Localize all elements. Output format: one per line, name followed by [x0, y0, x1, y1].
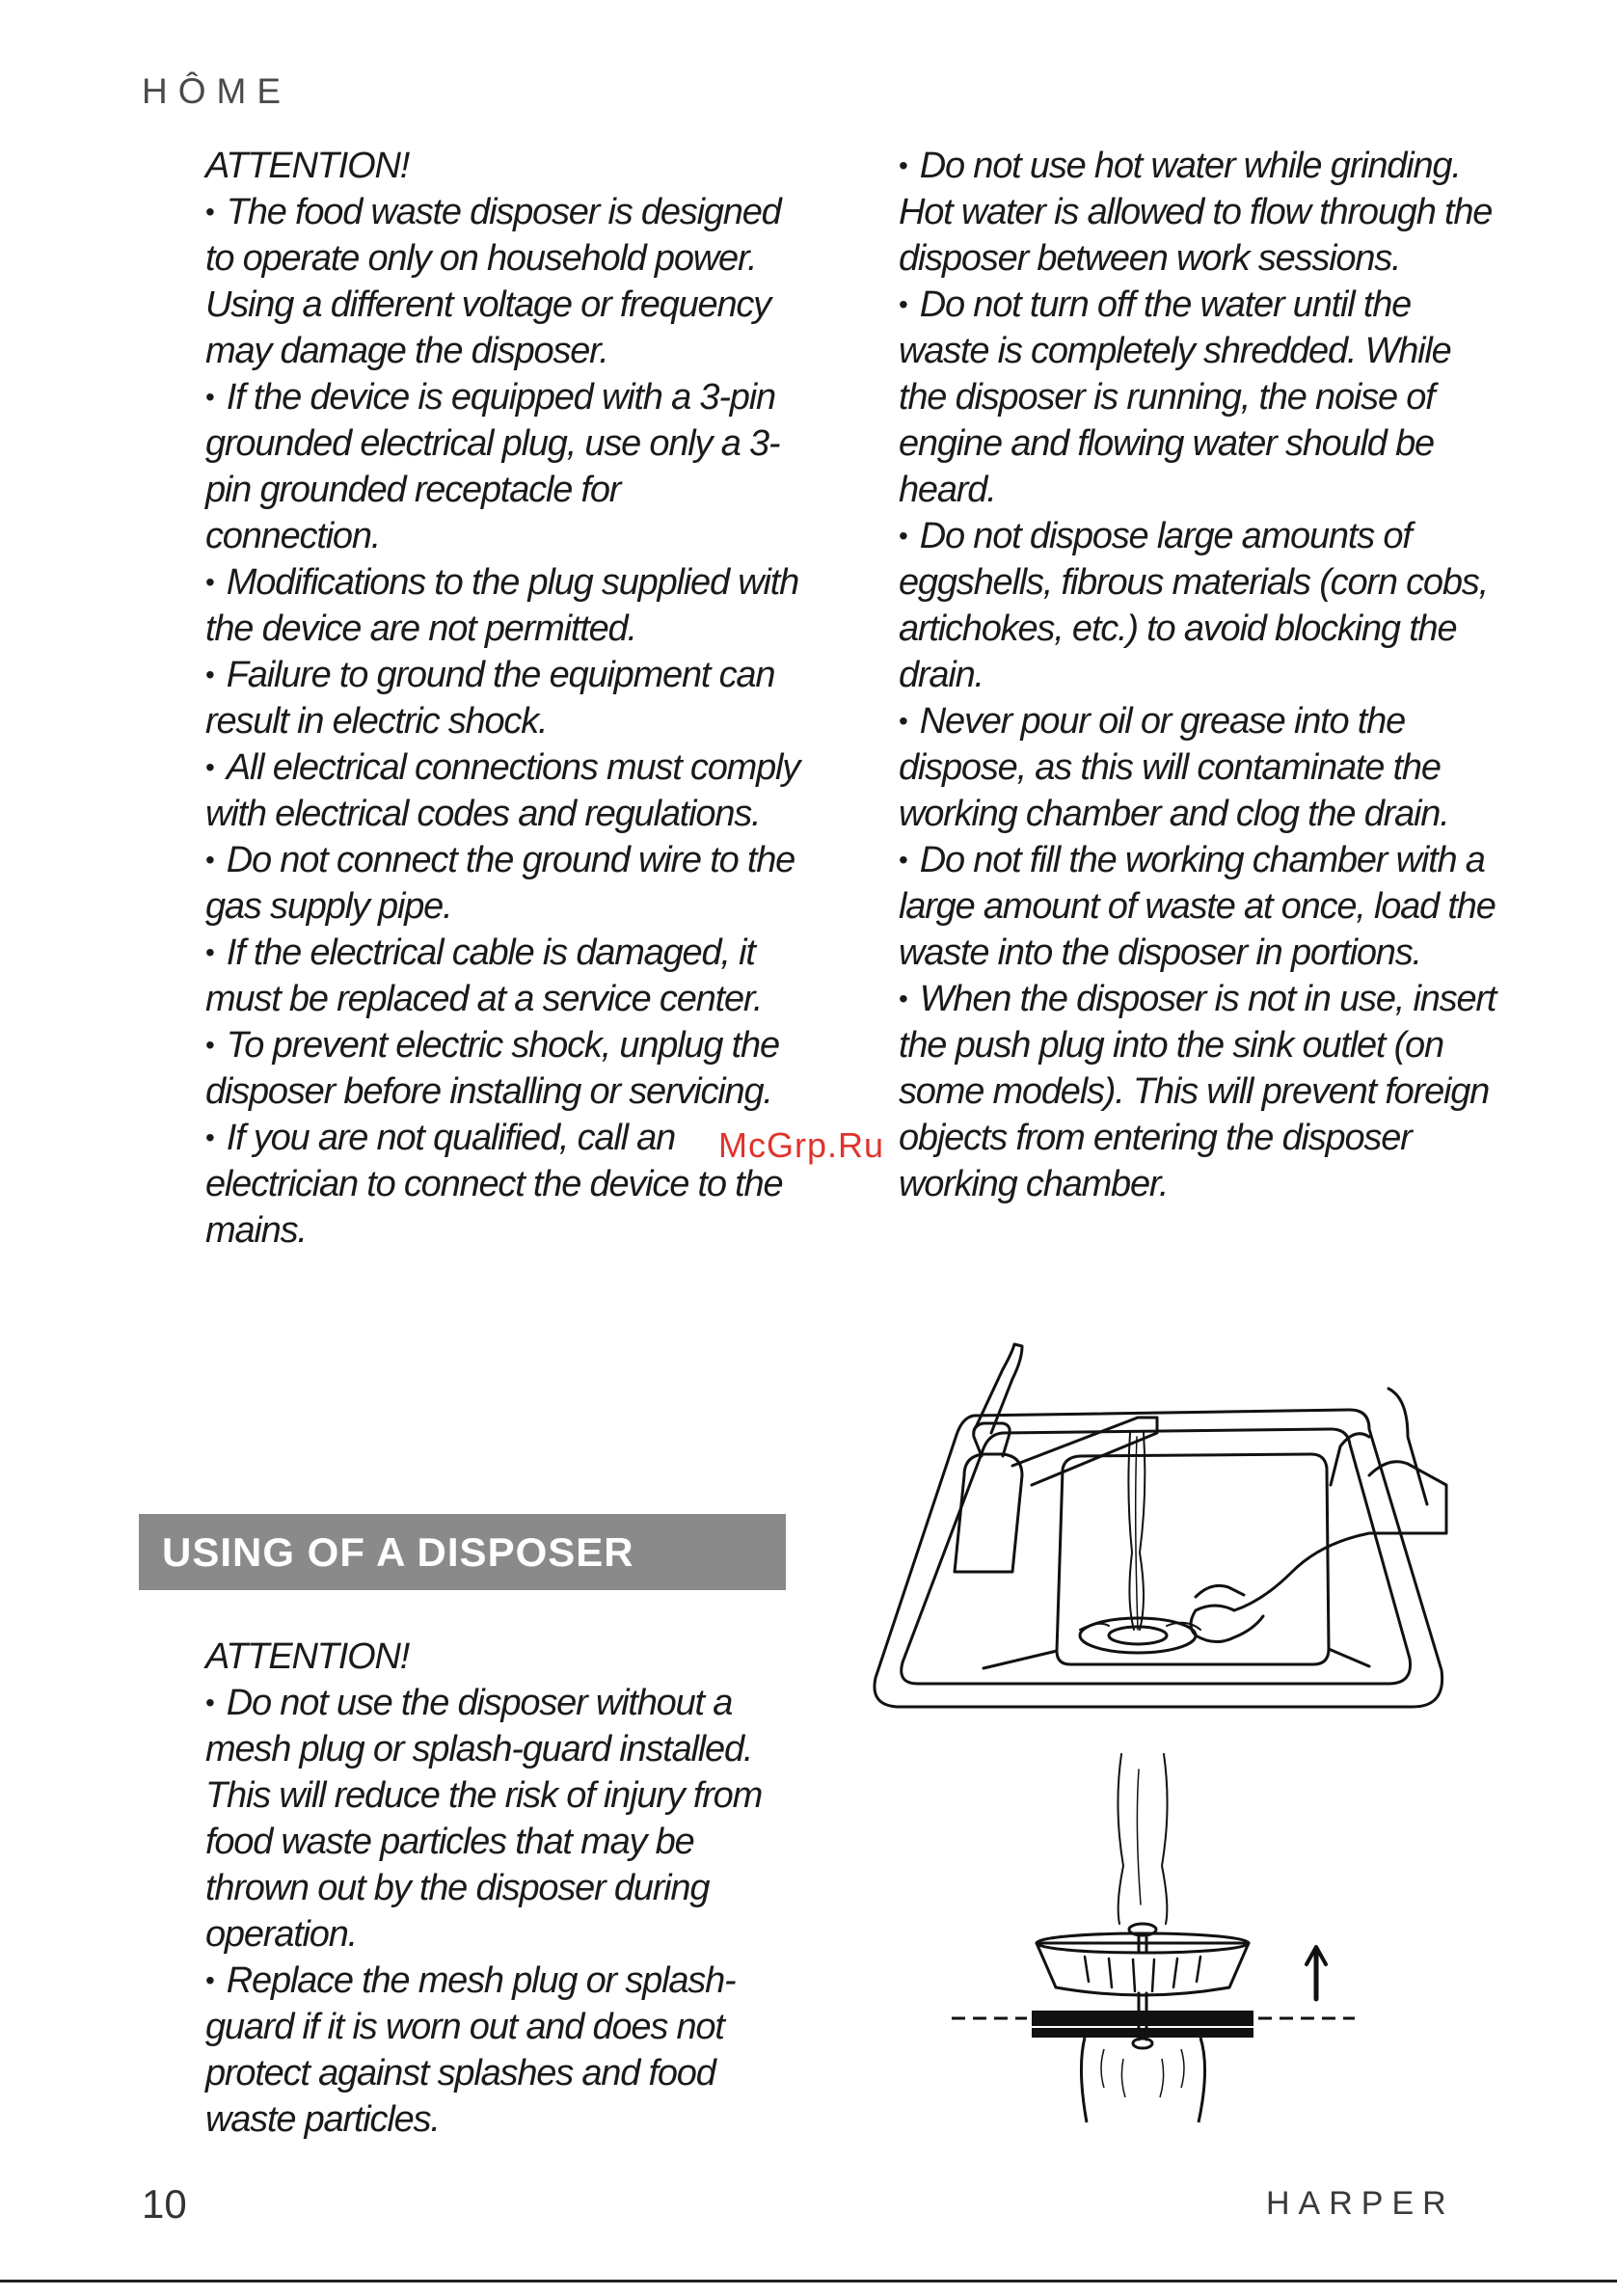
- harper-logo: HARPER: [1266, 2185, 1455, 2222]
- sink-illustration: [868, 1340, 1451, 1716]
- list-item: • To prevent electric shock, unplug the disposer before installing or servicing.: [205, 1022, 803, 1115]
- right-column-top: [899, 143, 1496, 1207]
- watermark: McGrp.Ru: [718, 1125, 885, 1165]
- list-item: • Modifications to the plug supplied with the device are not permitted.: [205, 559, 803, 652]
- list-item: • Do not dispose large amounts of eggshells, fibrous materials (corn cobs, artichokes, etc.) to avoid blocking the drain.: [899, 513, 1496, 698]
- home-logo: HÔME: [142, 71, 291, 111]
- section-header: [139, 1514, 786, 1590]
- list-item: • Do not connect the ground wire to the gas supply pipe.: [205, 837, 803, 930]
- list-item: • Never pour oil or grease into the dispose, as this will contaminate the working chamber and clog the drain.: [899, 698, 1496, 837]
- list-item: • Do not use the disposer without a mesh plug or splash-guard installed. This will reduce the risk of injury from food waste particles that may be thrown out by the disposer during operation.: [205, 1680, 803, 1958]
- bottom-divider: [0, 2280, 1617, 2282]
- left-column-top: [205, 143, 803, 1254]
- attention-heading: ATTENTION!: [205, 1636, 410, 1677]
- list-item: • If you are not qualified, call an electrician to connect the device to the mains.: [205, 1115, 803, 1254]
- attention-heading: ATTENTION!: [205, 146, 410, 186]
- list-item: • If the electrical cable is damaged, it must be replaced at a service center.: [205, 930, 803, 1022]
- list-item: • Do not fill the working chamber with a large amount of waste at once, load the waste into the disposer in portions.: [899, 837, 1496, 976]
- list-item: • Replace the mesh plug or splash-guard if it is worn out and does not protect against splashes and food waste particles.: [205, 1958, 803, 2143]
- section-title: USING OF A DISPOSER: [162, 1529, 634, 1575]
- mesh-plug-illustration: [950, 1750, 1355, 2126]
- left-column-bottom: [205, 1634, 803, 2143]
- list-item: • When the disposer is not in use, insert the push plug into the sink outlet (on some models). This will prevent foreign objects from entering the disposer working chamber.: [899, 976, 1496, 1207]
- list-item: • Failure to ground the equipment can result in electric shock.: [205, 652, 803, 744]
- list-item: • Do not turn off the water until the waste is completely shredded. While the disposer is running, the noise of engine and flowing water should be heard.: [899, 282, 1496, 513]
- page-number: 10: [142, 2181, 187, 2227]
- list-item: • The food waste disposer is designed to operate only on household power. Using a different voltage or frequency may damage the disposer.: [205, 189, 803, 374]
- list-item: • If the device is equipped with a 3-pin grounded electrical plug, use only a 3-pin grounded receptacle for connection.: [205, 374, 803, 559]
- list-item: • All electrical connections must comply with electrical codes and regulations.: [205, 744, 803, 837]
- list-item: • Do not use hot water while grinding. Hot water is allowed to flow through the disposer between work sessions.: [899, 143, 1496, 282]
